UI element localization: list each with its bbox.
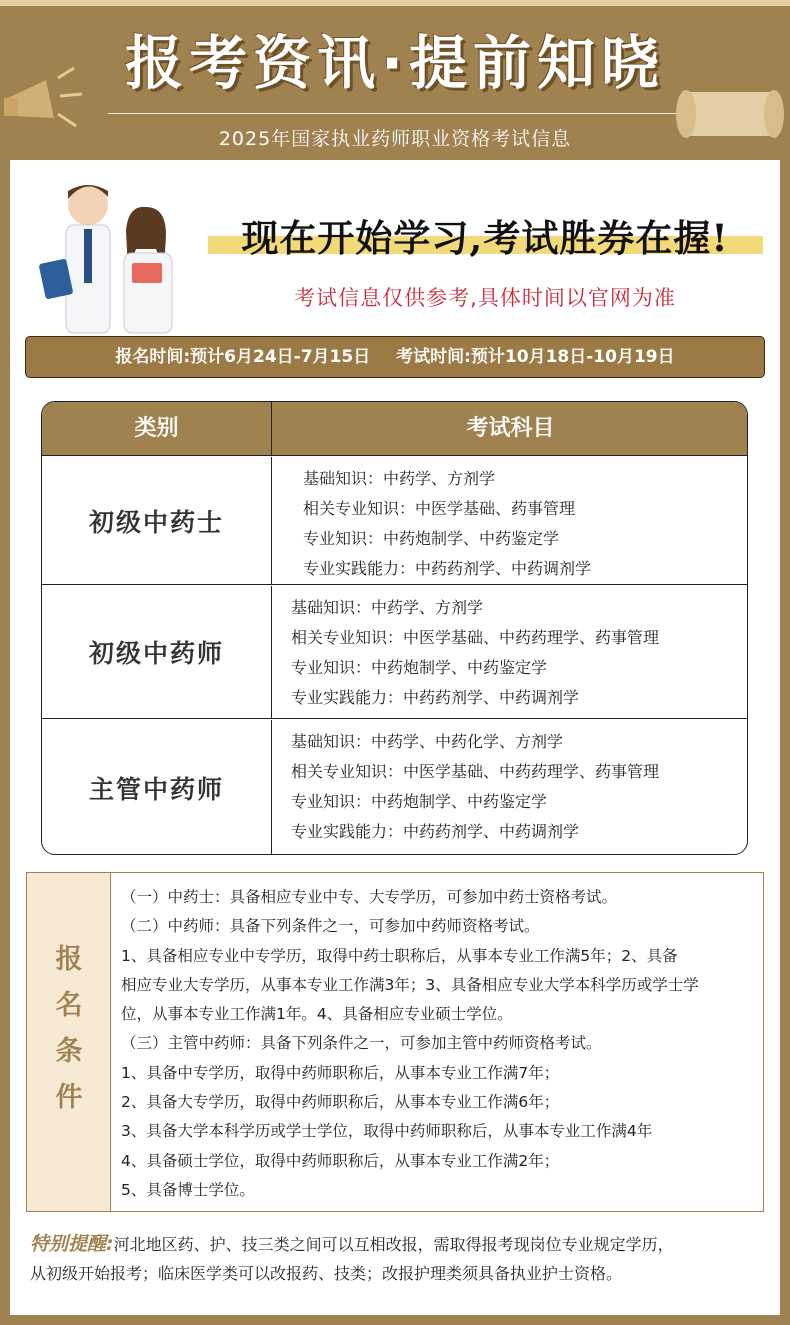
exam-time: 考试时间:预计10月18日-10月19日 bbox=[396, 347, 675, 367]
subject-line: 专业知识：中药炮制学、中药鉴定学 bbox=[291, 792, 548, 811]
subject-line: 专业知识：中药炮制学、中药鉴定学 bbox=[291, 658, 548, 677]
condition-line: 1、具备中专学历，取得中药师职称后，从事本专业工作满7年； bbox=[121, 1063, 560, 1082]
header-category: 类别 bbox=[42, 402, 272, 456]
page-title: 报考资讯·提前知晓 bbox=[124, 29, 666, 97]
subject-line: 基础知识：中药学、方剂学 bbox=[291, 598, 484, 617]
condition-line: （一）中药士：具备相应专业中专、大专学历，可参加中药士资格考试。 bbox=[121, 888, 618, 906]
condition-line: 5、具备博士学位。 bbox=[121, 1180, 255, 1199]
table-header bbox=[42, 402, 748, 456]
condition-line: 位，从事本专业工作满1年。4、具备相应专业硕士学位。 bbox=[121, 1005, 513, 1024]
subject-line: 相关专业知识：中医学基础、中药药理学、药事管理 bbox=[291, 628, 660, 647]
table-row bbox=[42, 586, 748, 719]
subject-line: 专业实践能力：中药药剂学、中药调剂学 bbox=[291, 688, 580, 707]
notice-text: 考试信息仅供参考,具体时间以官网为准 bbox=[294, 286, 676, 310]
condition-line: （三）主管中药师：具备下列条件之一，可参加主管中药师资格考试。 bbox=[121, 1034, 602, 1053]
condition-line: （二）中药师：具备下列条件之一，可参加中药师资格考试。 bbox=[121, 917, 540, 936]
condition-line: 相应专业大专学历，从事本专业工作满3年；3、具备相应专业大学本科学历或学士学 bbox=[121, 975, 699, 994]
subject-line: 基础知识：中药学、方剂学 bbox=[303, 469, 496, 488]
condition-line: 1、具备相应专业中专学历，取得中药士职称后，从事本专业工作满5年；2、具备 bbox=[121, 946, 678, 965]
subject-line: 基础知识：中药学、中药化学、方剂学 bbox=[291, 732, 564, 751]
label-char: 报 bbox=[55, 944, 83, 975]
page-subtitle: 2025年国家执业药师职业资格考试信息 bbox=[218, 128, 572, 150]
conditions-label bbox=[27, 873, 111, 1211]
reminder-text: 河北地区药、护、技三类之间可以互相改报，需取得报考现岗位专业规定学历， bbox=[113, 1235, 674, 1254]
condition-line: 4、具备硕士学位，取得中药师职称后，从事本专业工作满2年； bbox=[121, 1151, 560, 1170]
registration-time: 报名时间:预计6月24日-7月15日 bbox=[115, 347, 371, 367]
row-subjects bbox=[272, 586, 748, 718]
reminder-lead: 特别提醒: bbox=[30, 1233, 114, 1255]
doctors-illustration-icon bbox=[28, 175, 178, 335]
label-char: 条 bbox=[55, 1036, 83, 1067]
reminder-text: 从初级开始报考；临床医学类可以改报药、技类；改报护理类须具备执业护士资格。 bbox=[30, 1264, 623, 1283]
subject-line: 相关专业知识：中医学基础、中药药理学、药事管理 bbox=[291, 762, 660, 781]
subject-line: 专业实践能力：中药药剂学、中药调剂学 bbox=[291, 822, 580, 841]
table-row bbox=[42, 720, 748, 855]
row-category: 初级中药师 bbox=[42, 586, 272, 718]
exam-subjects-table bbox=[41, 401, 748, 855]
header-banner bbox=[0, 0, 790, 160]
top-strip bbox=[0, 0, 790, 6]
registration-conditions bbox=[26, 872, 764, 1212]
header-subjects: 考试科目 bbox=[466, 416, 555, 441]
row-subjects bbox=[272, 720, 748, 855]
row-subjects bbox=[272, 457, 748, 584]
table-row bbox=[42, 457, 748, 585]
subject-line: 相关专业知识：中医学基础、药事管理 bbox=[303, 499, 576, 518]
condition-line: 2、具备大专学历，取得中药师职称后，从事本专业工作满6年； bbox=[121, 1093, 560, 1112]
condition-line: 3、具备大学本科学历或学士学位，取得中药师职称后，从事本专业工作满4年 bbox=[121, 1122, 653, 1141]
special-reminder bbox=[30, 1230, 775, 1288]
divider bbox=[108, 113, 688, 114]
label-char: 名 bbox=[55, 990, 83, 1021]
scroll-icon bbox=[670, 82, 790, 152]
label-char: 件 bbox=[55, 1082, 83, 1113]
subject-line: 专业知识：中药炮制学、中药鉴定学 bbox=[303, 529, 560, 548]
row-category: 初级中药士 bbox=[42, 457, 272, 584]
row-category: 主管中药师 bbox=[42, 720, 272, 855]
slogan: 现在开始学习,考试胜券在握! bbox=[241, 216, 729, 260]
schedule-bar bbox=[25, 336, 765, 378]
conditions-text bbox=[121, 883, 761, 1205]
subject-line: 专业实践能力：中药药剂学、中药调剂学 bbox=[303, 559, 592, 578]
